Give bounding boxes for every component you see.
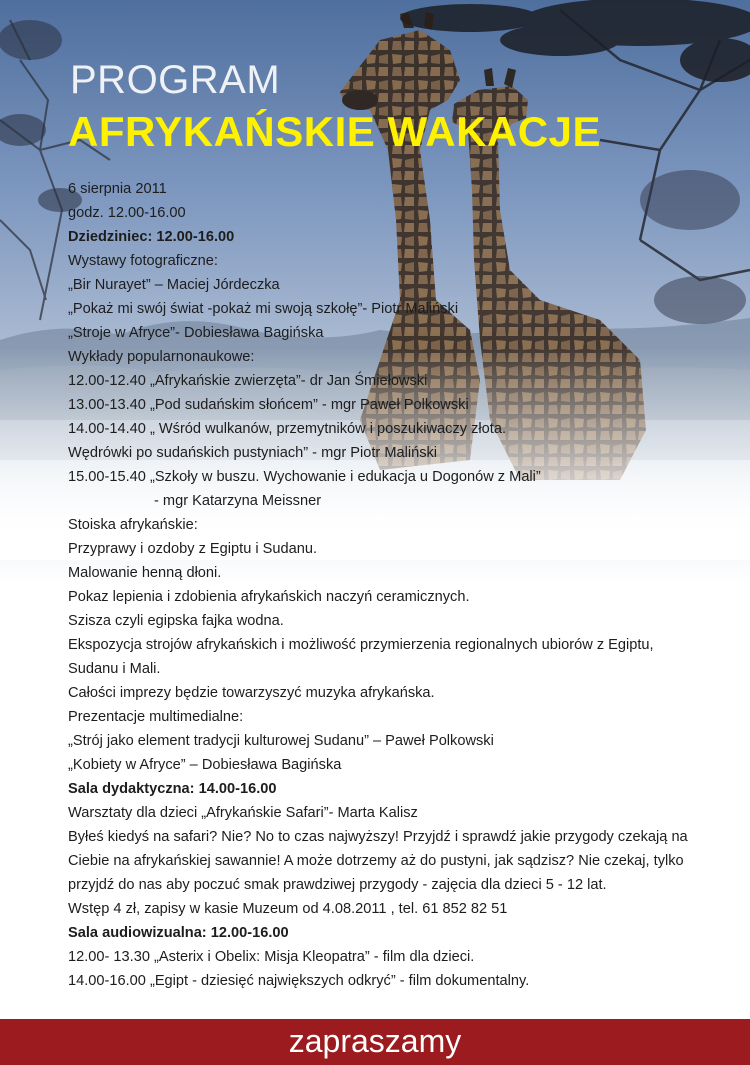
subheading-multimedia: Prezentacje multimedialne:: [68, 709, 244, 725]
list-item: „Kobiety w Afryce” – Dobiesława Bagińska: [68, 757, 342, 773]
program-heading: PROGRAM: [70, 58, 281, 102]
admission-info: Wstęp 4 zł, zapisy w kasie Muzeum od 4.08.2011 , tel. 61 852 82 51: [68, 901, 508, 917]
list-item: Ekspozycja strojów afrykańskich i możliwość przymierzenia regionalnych ubiorów z Egiptu,: [68, 637, 654, 653]
list-item: Warsztaty dla dzieci „Afrykańskie Safari”- Marta Kalisz: [68, 805, 418, 821]
subheading-lectures: Wykłady popularnonaukowe:: [68, 349, 255, 365]
list-item: „Bir Nurayet” – Maciej Jórdeczka: [68, 277, 280, 293]
list-item: 12.00-12.40 „Afrykańskie zwierzęta”- dr Jan Śmiełowski: [68, 373, 428, 389]
list-item: Całości imprezy będzie towarzyszyć muzyka afrykańska.: [68, 685, 435, 701]
paragraph-line: przyjdź do nas aby poczuć smak prawdziwej przygody - zajęcia dla dzieci 5 - 12 lat.: [68, 877, 607, 893]
list-item: Malowanie henną dłoni.: [68, 565, 222, 581]
list-item: Pokaz lepienia i zdobienia afrykańskich naczyń ceramicznych.: [68, 589, 470, 605]
list-item: „Strój jako element tradycji kulturowej Sudanu” – Paweł Polkowski: [68, 733, 494, 749]
section-heading-audiovisual-room: Sala audiowizualna: 12.00-16.00: [68, 925, 289, 941]
list-item: Szisza czyli egipska fajka wodna.: [68, 613, 284, 629]
list-item: Sudanu i Mali.: [68, 661, 161, 677]
list-item: „Stroje w Afryce”- Dobiesława Bagińska: [68, 325, 324, 341]
list-item: 15.00-15.40 „Szkoły w buszu. Wychowanie i edukacja u Dogonów z Mali”: [68, 469, 541, 485]
program-content: [68, 177, 738, 993]
list-item: Przyprawy i ozdoby z Egiptu i Sudanu.: [68, 541, 318, 557]
list-item: „Pokaż mi swój świat -pokaż mi swoją szkołę”- Piotr Maliński: [68, 301, 459, 317]
paragraph-line: Byłeś kiedyś na safari? Nie? No to czas najwyższy! Przyjdź i sprawdź jakie przygody czekają na: [68, 829, 688, 845]
footer-invite-text: zapraszamy: [288, 1023, 462, 1059]
list-item: 13.00-13.40 „Pod sudańskim słońcem” - mgr Paweł Polkowski: [68, 397, 469, 413]
section-heading-courtyard: Dziedziniec: 12.00-16.00: [68, 229, 235, 245]
subheading-african-stalls: Stoiska afrykańskie:: [68, 517, 198, 533]
event-date: 6 sierpnia 2011: [68, 181, 167, 197]
event-title: AFRYKAŃSKIE WAKACJE: [68, 108, 601, 155]
list-item: 14.00-14.40 „ Wśród wulkanów, przemytników i poszukiwaczy złota.: [68, 421, 506, 437]
section-heading-teaching-room: Sala dydaktyczna: 14.00-16.00: [68, 781, 277, 797]
paragraph-line: Ciebie na afrykańskiej sawannie! A może dotrzemy aż do pustyni, jak sądzisz? Nie czekaj, tylko: [68, 853, 684, 869]
list-item: Wędrówki po sudańskich pustyniach” - mgr Piotr Maliński: [68, 445, 438, 461]
list-item: 12.00- 13.30 „Asterix i Obelix: Misja Kleopatra” - film dla dzieci.: [68, 949, 475, 965]
list-item: - mgr Katarzyna Meissner: [154, 493, 322, 509]
footer-banner: [0, 1019, 750, 1065]
list-item: 14.00-16.00 „Egipt - dziesięć największych odkryć” - film dokumentalny.: [68, 973, 530, 989]
subheading-photo-exhibitions: Wystawy fotograficzne:: [68, 253, 218, 269]
event-hours: godz. 12.00-16.00: [68, 205, 186, 221]
